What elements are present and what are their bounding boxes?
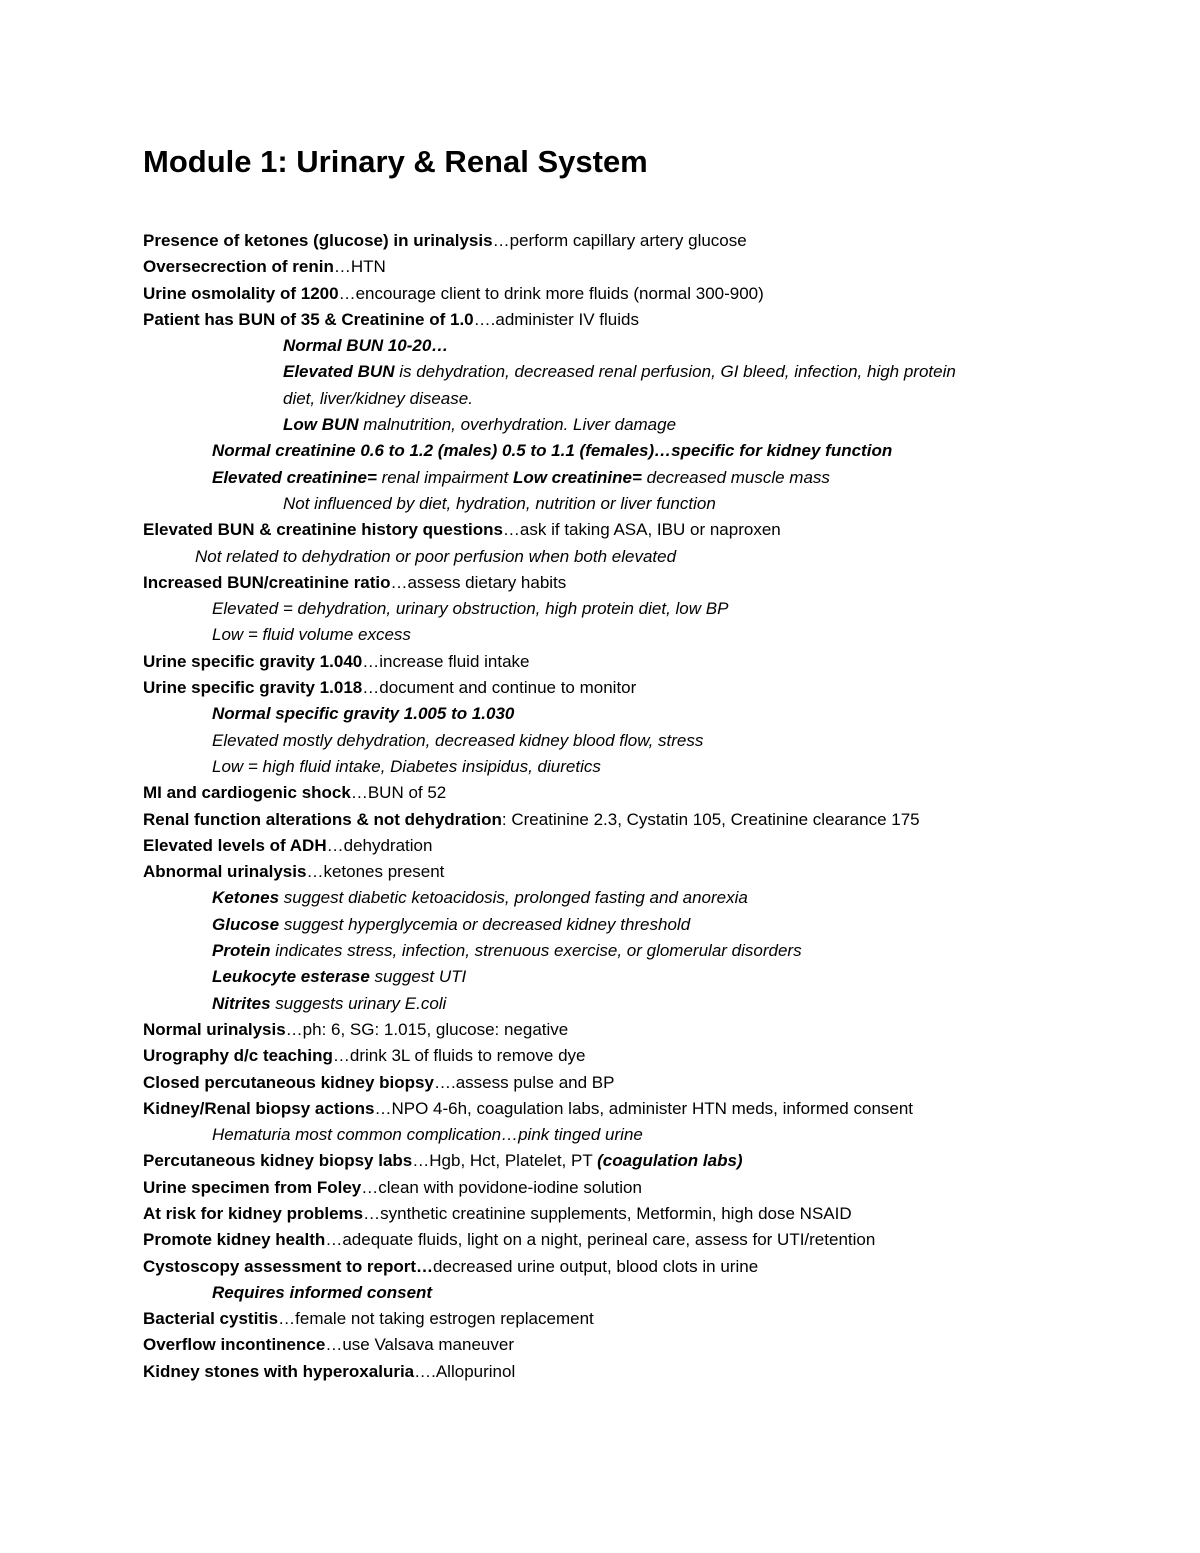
note-line [143,517,1163,543]
note-line [143,1175,1163,1201]
note-text: …use Valsava maneuver [325,1335,514,1355]
note-line [143,991,1163,1017]
note-heading: Bacterial cystitis [143,1309,279,1329]
note-heading: Increased BUN/creatinine ratio [143,572,391,592]
note-line [143,649,1163,675]
note-heading: Cystoscopy assessment to report… [143,1256,434,1276]
note-heading: Closed percutaneous kidney biopsy [143,1072,434,1092]
note-line [143,1227,1163,1253]
note-detail: Not related to dehydration or poor perfusion when both elevated [195,546,677,566]
note-heading: Urine specific gravity 1.040 [143,651,363,671]
note-line [143,438,1163,464]
note-line [143,833,1163,859]
note-heading: Urine osmolality of 1200 [143,283,339,303]
note-line [143,1070,1163,1096]
note-text: …ask if taking ASA, IBU or naproxen [502,520,781,540]
note-emphasis: Glucose [212,914,280,934]
note-heading: MI and cardiogenic shock [143,783,351,803]
note-line [143,912,1163,938]
note-heading: Urography d/c teaching [143,1046,333,1066]
note-detail: decreased muscle mass [641,467,830,487]
note-line [143,544,1163,570]
note-text: …adequate fluids, light on a night, perineal care, assess for UTI/retention [325,1230,876,1250]
note-line [143,1332,1163,1358]
note-line [143,386,1163,412]
note-heading: Elevated levels of ADH [143,835,327,855]
note-line [143,701,1163,727]
note-text: ….Allopurinol [414,1361,516,1381]
note-emphasis: Requires informed consent [212,1282,433,1302]
note-emphasis: Low BUN [283,415,359,435]
note-line [143,412,1163,438]
note-emphasis: (coagulation labs) [597,1151,743,1171]
note-line [143,728,1163,754]
note-detail: Not influenced by diet, hydration, nutrition or liver function [283,493,716,513]
note-text: …increase fluid intake [362,651,530,671]
note-line [143,307,1163,333]
note-text: …ph: 6, SG: 1.015, glucose: negative [285,1019,569,1039]
note-line [143,1359,1163,1385]
note-text: …Hgb, Hct, Platelet, PT [412,1151,598,1171]
note-heading: Renal function alterations & not dehydration [143,809,502,829]
note-line [143,228,1163,254]
note-line [143,754,1163,780]
note-line [143,622,1163,648]
note-line [143,465,1163,491]
note-line [143,859,1163,885]
note-detail: suggest UTI [369,967,467,987]
note-emphasis: Normal creatinine 0.6 to 1.2 (males) 0.5 to 1.1 (females)…specific for kidney function [212,441,893,461]
note-detail: is dehydration, decreased renal perfusion, GI bleed, infection, high protein [394,362,956,382]
note-heading: Elevated BUN & creatinine history questions [143,520,503,540]
note-emphasis: Leukocyte esterase [212,967,370,987]
note-heading: Patient has BUN of 35 & Creatinine of 1.0 [143,309,474,329]
note-text: : Creatinine 2.3, Cystatin 105, Creatinine clearance 175 [501,809,920,829]
note-emphasis: Elevated creatinine= [212,467,377,487]
note-line [143,491,1163,517]
note-line [143,570,1163,596]
note-detail: diet, liver/kidney disease. [283,388,473,408]
note-text: …NPO 4-6h, coagulation labs, administer HTN meds, informed consent [374,1098,914,1118]
note-text: …ketones present [306,862,445,882]
note-line [143,780,1163,806]
note-line [143,1096,1163,1122]
note-text: ….administer IV fluids [473,309,639,329]
note-heading: Presence of ketones (glucose) in urinalysis [143,231,493,250]
note-heading: Kidney/Renal biopsy actions [143,1098,375,1118]
note-line [143,1280,1163,1306]
note-emphasis: Protein [212,941,271,961]
note-detail: Hematuria most common complication…pink tinged urine [212,1125,643,1145]
note-line [143,885,1163,911]
note-text: …drink 3L of fluids to remove dye [332,1046,586,1066]
page-title: Module 1: Urinary & Renal System [143,144,648,179]
note-heading: Urine specimen from Foley [143,1177,362,1197]
note-emphasis: Nitrites [212,993,271,1013]
note-text: ….assess pulse and BP [433,1072,615,1092]
note-detail: renal impairment [376,467,513,487]
notes-list [143,228,1163,1385]
note-heading: Percutaneous kidney biopsy labs [143,1151,413,1171]
note-text: …female not taking estrogen replacement [278,1309,594,1329]
note-emphasis: Normal specific gravity 1.005 to 1.030 [212,704,515,724]
note-line [143,1201,1163,1227]
note-text: …synthetic creatinine supplements, Metformin, high dose NSAID [363,1203,852,1223]
note-detail: malnutrition, overhydration. Liver damage [358,415,677,435]
note-detail: indicates stress, infection, strenuous exercise, or glomerular disorders [270,941,802,961]
note-line [143,1254,1163,1280]
note-detail: suggests urinary E.coli [270,993,447,1013]
note-detail: Elevated mostly dehydration, decreased kidney blood flow, stress [212,730,704,750]
note-line [143,1306,1163,1332]
note-emphasis: Normal BUN 10-20… [283,336,449,356]
note-text: …dehydration [326,835,433,855]
note-text: …encourage client to drink more fluids (normal 300-900) [338,283,764,303]
note-heading: Abnormal urinalysis [143,862,307,882]
note-detail: suggest diabetic ketoacidosis, prolonged fasting and anorexia [279,888,748,908]
note-emphasis: Ketones [212,888,280,908]
note-text: …BUN of 52 [350,783,447,803]
note-line [143,807,1163,833]
note-emphasis: Elevated BUN [283,362,395,382]
note-line [143,254,1163,280]
note-detail: Elevated = dehydration, urinary obstruction, high protein diet, low BP [212,599,729,619]
note-line [143,1148,1163,1174]
note-text: …HTN [333,257,386,277]
note-text: …document and continue to monitor [362,678,637,698]
note-line [143,596,1163,622]
note-line [143,333,1163,359]
note-heading: Promote kidney health [143,1230,326,1250]
note-line [143,1122,1163,1148]
note-heading: Oversecrection of renin [143,257,334,277]
note-heading: Kidney stones with hyperoxaluria [143,1361,415,1381]
note-text: …perform capillary artery glucose [492,231,747,250]
note-heading: Urine specific gravity 1.018 [143,678,363,698]
note-text: …clean with povidone-iodine solution [361,1177,642,1197]
note-heading: Overflow incontinence [143,1335,326,1355]
note-line [143,964,1163,990]
note-line [143,1043,1163,1069]
note-line [143,675,1163,701]
note-text: decreased urine output, blood clots in urine [433,1256,759,1276]
note-detail: suggest hyperglycemia or decreased kidney threshold [279,914,691,934]
note-line [143,938,1163,964]
note-line [143,359,1163,385]
note-text: …assess dietary habits [390,572,567,592]
note-detail: Low = high fluid intake, Diabetes insipidus, diuretics [212,756,601,776]
note-heading: At risk for kidney problems [143,1203,364,1223]
note-detail: Low = fluid volume excess [212,625,411,645]
note-line [143,281,1163,307]
note-heading: Normal urinalysis [143,1019,286,1039]
note-emphasis: Low creatinine= [512,467,642,487]
note-line [143,1017,1163,1043]
